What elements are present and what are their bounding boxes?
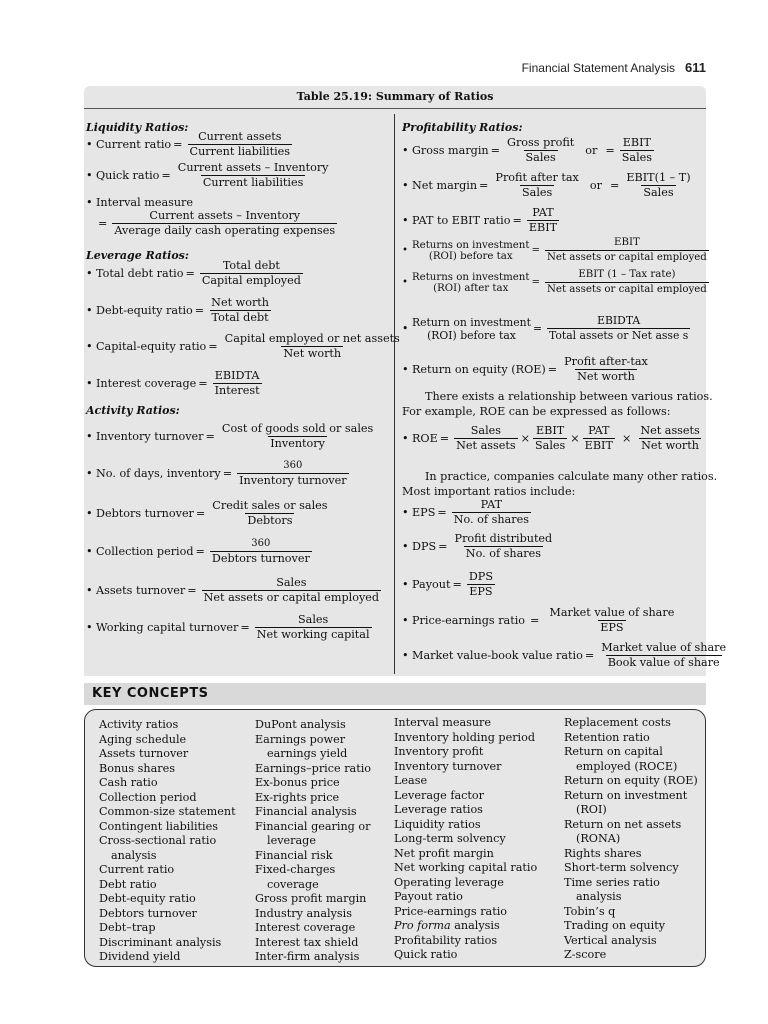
key-concept-item: Dividend yield <box>99 950 181 963</box>
page-number: 611 <box>685 60 706 75</box>
key-concept-item: Discriminant analysis <box>99 935 222 949</box>
key-concept-item: Long-term solvency <box>394 832 506 845</box>
practice-paragraph-l1: In practice, companies calculate many other ratios. <box>425 470 718 483</box>
key-concepts-box <box>84 709 706 967</box>
days-inventory: • No. of days, inventory = $\frac{360}{\text{Inventory turnover}}$ <box>86 460 347 487</box>
return-on-equity: • Return on equity (ROE) = $\frac{\text{Profit after-tax}}{\text{Net worth}}$ <box>402 355 648 383</box>
price-earnings-ratio: • Price-earnings ratio = $\frac{\text{Market value of share}}{\text{EPS}}$ <box>402 606 675 634</box>
key-concept-item: Inter-firm analysis <box>255 950 360 963</box>
debtors-turnover: • Debtors turnover = $\frac{\text{Credit sales or sales}}{\text{Debtors}}$ <box>86 499 328 527</box>
key-concept-item: Debt ratio <box>99 877 157 891</box>
key-concept-item: Return on equity (ROE) <box>564 774 698 787</box>
key-concept-item: DuPont analysis <box>255 718 346 731</box>
roe-expression: • ROE = $\frac{\text{Sales}}{\text{Net assets}}$ × $\frac{\text{EBIT}}{\text{Sales}}$ × $\frac{\text{PAT}}{\text{EBIT}}$ × $\frac{\text{Net assets}}{\text{Net worth}}$ <box>402 424 700 452</box>
key-concept-item: (RONA) <box>576 832 621 845</box>
key-concept-item: Earnings–price ratio <box>255 761 372 775</box>
key-concept-item: Lease <box>394 774 428 787</box>
key-concept-item: Interval measure <box>394 716 492 729</box>
key-concept-item: Rights shares <box>564 846 642 860</box>
ratios-table <box>84 86 727 676</box>
key-concept-item: leverage <box>267 834 316 847</box>
column-divider <box>394 114 395 674</box>
key-concept-item: Retention ratio <box>564 730 650 744</box>
key-concept-item: Liquidity ratios <box>394 817 481 831</box>
key-concept-item: Inventory profit <box>394 745 484 758</box>
key-concepts-col-2 <box>255 718 371 965</box>
key-concept-item: Ex-bonus price <box>255 776 340 789</box>
collection-period: • Collection period = $\frac{360}{\text{Debtors turnover}}$ <box>86 538 310 565</box>
key-concept-item: Leverage factor <box>394 788 485 802</box>
practice-paragraph-l2: Most important ratios include: <box>402 485 576 498</box>
key-concept-item: Net profit margin <box>394 846 494 860</box>
assets-turnover: • Assets turnover = $\frac{\text{Sales}}{\text{Net assets or capital employed}}$ <box>86 576 380 604</box>
key-concept-item: Net working capital ratio <box>394 861 538 874</box>
debt-equity-ratio: • Debt-equity ratio = $\frac{\text{Net worth}}{\text{Total debt}}$ <box>86 296 269 324</box>
key-concept-item: Pro forma analysis <box>394 919 500 932</box>
key-concepts-heading: KEY CONCEPTS <box>84 683 706 705</box>
key-concept-item: Earnings power <box>255 732 346 746</box>
key-concept-item: Price-earnings ratio <box>394 904 508 918</box>
key-concept-item: Bonus shares <box>99 761 175 775</box>
key-concept-item: Interest coverage <box>255 921 356 934</box>
key-concept-item: Common-size statement <box>99 805 236 818</box>
key-concept-item: (ROI) <box>576 803 607 816</box>
relationship-paragraph-l2: For example, ROE can be expressed as follows: <box>402 405 671 418</box>
key-concept-item: Short-term solvency <box>564 861 679 874</box>
total-debt-ratio: • Total debt ratio = $\frac{\text{Total debt}}{\text{Capital employed}}$ <box>86 259 301 287</box>
activity-heading: Activity Ratios: <box>86 404 180 417</box>
inventory-turnover: • Inventory turnover = $\frac{\text{Cost of goods sold or sales}}{\text{Inventory}}$ <box>86 422 374 450</box>
key-concept-item: Debt-equity ratio <box>99 892 196 905</box>
key-concept-item: Activity ratios <box>99 718 179 731</box>
key-concept-item: Tobin’s q <box>564 904 616 918</box>
capital-equity-ratio: • Capital-equity ratio = $\frac{\text{Capital employed or net assets}}{\text{Net worth}}$ <box>86 332 400 360</box>
key-concept-item: coverage <box>267 877 319 891</box>
roi-before-tax: • Returns on investment (ROI) before tax = $\frac{\text{EBIT}}{\text{Net assets or capital employed}}$ <box>402 237 707 263</box>
key-concept-item: Inventory holding period <box>394 730 536 744</box>
interval-measure-label: • Interval measure <box>86 196 194 209</box>
working-capital-turnover: • Working capital turnover = $\frac{\text{Sales}}{\text{Net working capital}}$ <box>86 613 370 641</box>
key-concept-item: Contingent liabilities <box>99 819 218 833</box>
key-concept-item: Payout ratio <box>394 890 463 903</box>
key-concept-item: Financial analysis <box>255 805 357 818</box>
liquidity-heading: Liquidity Ratios: <box>86 121 189 134</box>
roi-ebidta: • Return on investment (ROI) before tax = $\frac{\text{EBIDTA}}{\text{Total assets or Net asse s}}$ <box>402 314 689 342</box>
key-concept-item: Cash ratio <box>99 776 158 789</box>
key-concept-item: Financial risk <box>255 848 333 862</box>
key-concepts-col-1 <box>99 718 236 965</box>
interval-measure: = $\frac{\text{Current assets – Inventory}}{\text{Average daily cash operating expenses}}$ <box>98 209 336 237</box>
roi-after-tax: • Returns on investment (ROI) after tax = $\frac{\text{EBIT (1 – Tax rate)}}{\text{Net assets or capital employed}}$ <box>402 269 707 295</box>
key-concept-item: Replacement costs <box>564 716 671 729</box>
key-concept-item: Return on capital <box>564 745 663 758</box>
gross-margin: • Gross margin = $\frac{\text{Gross profit}}{\text{Sales}}$ or = $\frac{\text{EBIT}}{\text{Sales}}$ <box>402 136 653 164</box>
key-concept-item: analysis <box>576 890 622 903</box>
key-concepts-col-3 <box>394 716 537 963</box>
key-concept-item: Operating leverage <box>394 875 504 889</box>
quick-ratio: • Quick ratio = $\frac{\text{Current assets – Inventory}}{\text{Current liabilities}}$ <box>86 161 329 189</box>
key-concept-item: Quick ratio <box>394 948 458 961</box>
key-concept-item: Leverage ratios <box>394 803 483 816</box>
key-concept-item: Debt–trap <box>99 921 156 934</box>
eps: • EPS = $\frac{\text{PAT}}{\text{No. of shares}}$ <box>402 498 529 526</box>
relationship-paragraph-l1: There exists a relationship between various ratios. <box>425 390 713 403</box>
key-concept-item: analysis <box>111 848 157 862</box>
pat-to-ebit: • PAT to EBIT ratio = $\frac{\text{PAT}}{\text{EBIT}}$ <box>402 206 558 234</box>
payout: • Payout = $\frac{\text{DPS}}{\text{EPS}}$ <box>402 570 493 598</box>
running-head-title: Financial Statement Analysis <box>521 61 676 75</box>
key-concept-item: Trading on equity <box>564 919 666 932</box>
key-concept-item: Assets turnover <box>99 747 189 760</box>
key-concept-item: Z-score <box>564 948 607 961</box>
key-concept-item: Industry analysis <box>255 906 352 920</box>
key-concept-item: Profitability ratios <box>394 933 498 947</box>
key-concept-item: Time series ratio <box>564 875 660 889</box>
key-concept-item: Return on net assets <box>564 817 682 831</box>
key-concept-item: Inventory turnover <box>394 759 502 773</box>
key-concept-item: employed (ROCE) <box>576 759 678 773</box>
key-concepts-col-4 <box>564 716 698 963</box>
leverage-heading: Leverage Ratios: <box>86 249 189 262</box>
key-concept-item: Current ratio <box>99 863 175 876</box>
table-title: Table 25.19: Summary of Ratios <box>84 86 706 109</box>
net-margin: • Net margin = $\frac{\text{Profit after tax}}{\text{Sales}}$ or = $\frac{\text{EBIT(1 – T)}}{\text{Sales}}$ <box>402 171 691 199</box>
dps: • DPS = $\frac{\text{Profit distributed}}{\text{No. of shares}}$ <box>402 532 553 560</box>
key-concept-item: Collection period <box>99 790 197 804</box>
profitability-heading: Profitability Ratios: <box>402 121 523 134</box>
interest-coverage: • Interest coverage = $\frac{\text{EBIDTA}}{\text{Interest}}$ <box>86 369 260 397</box>
key-concept-item: Financial gearing or <box>255 819 371 833</box>
key-concept-item: Gross profit margin <box>255 892 367 905</box>
key-concept-item: Fixed-charges <box>255 863 336 876</box>
key-concept-item: Aging schedule <box>99 732 187 746</box>
key-concept-item: Return on investment <box>564 788 688 802</box>
key-concept-item: earnings yield <box>267 747 348 760</box>
key-concept-item: Interest tax shield <box>255 935 359 949</box>
running-head <box>522 60 706 75</box>
market-book-ratio: • Market value-book value ratio = $\frac{\text{Market value of share}}{\text{Book value of share}}$ <box>402 641 727 669</box>
current-ratio: • Current ratio = $\frac{\text{Current assets}}{\text{Current liabilities}}$ <box>86 130 291 158</box>
key-concept-item: Cross-sectional ratio <box>99 834 217 847</box>
key-concept-item: Debtors turnover <box>99 906 197 920</box>
key-concept-item: Vertical analysis <box>564 933 657 947</box>
key-concept-item: Ex-rights price <box>255 790 340 804</box>
